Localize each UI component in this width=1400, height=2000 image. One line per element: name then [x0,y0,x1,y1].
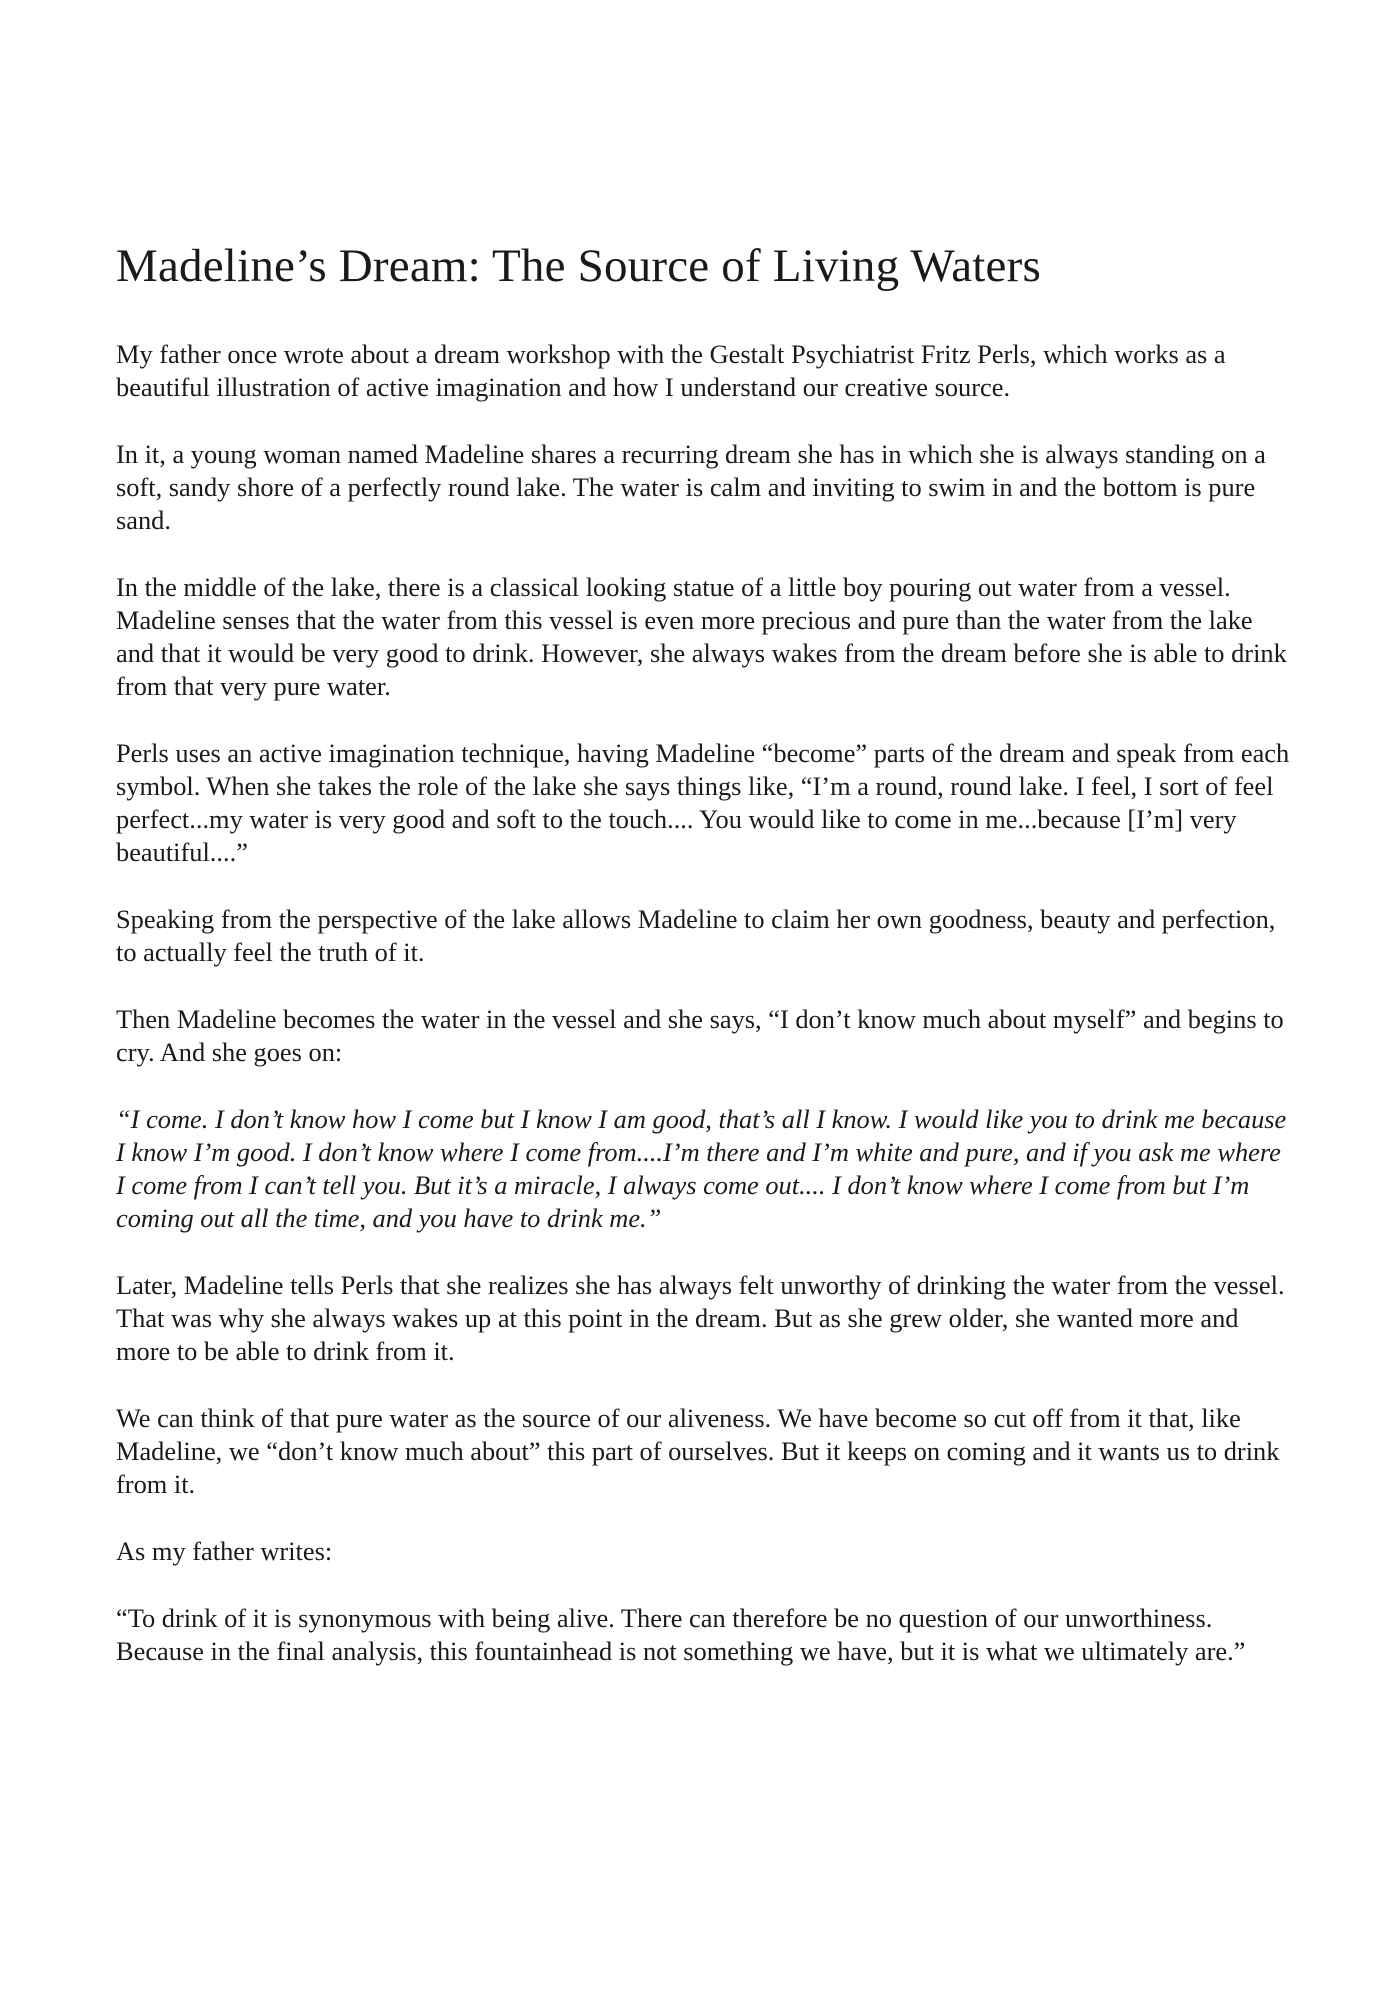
page-title: Madeline’s Dream: The Source of Living Waters [116,240,1041,292]
paragraph-italic-quote: “I come. I don’t know how I come but I know I am good, that’s all I know. I would like you to drink me because I know I’m good. I don’t know where I come from....I’m there and I’m white and pure, and if you ask me where I come from I can’t tell you. But it’s a miracle, I always come out.... I don’t know where I come from but I’m coming out all the time, and you have to drink me.” [116,1104,1287,1234]
document-page [116,238,1296,1702]
paragraph-intro: My father once wrote about a dream workshop with the Gestalt Psychiatrist Fritz Perls, which works as a beautiful illustration of active imagination and how I understand our creative source. [116,339,1226,403]
paragraph-unworthy: Later, Madeline tells Perls that she realizes she has always felt unworthy of drinking the water from the vessel. That was why she always wakes up at this point in the dream. But as she grew older, she wanted more and more to be able to drink from it. [116,1270,1285,1367]
paragraph-water-vessel: Then Madeline becomes the water in the vessel and she says, “I don’t know much about myself” and begins to cry. And she goes on: [116,1004,1284,1068]
paragraph-father-writes: As my father writes: [116,1536,333,1567]
paragraph-dream-lake: In it, a young woman named Madeline shares a recurring dream she has in which she is always standing on a soft, sandy shore of a perfectly round lake. The water is calm and inviting to swim in and the bottom is pure sand. [116,439,1266,536]
paragraph-closing-quote: “To drink of it is synonymous with being alive. There can therefore be no question of our unworthiness. Because in the final analysis, this fountainhead is not something we have, but it is what we ultimately are.” [116,1603,1246,1667]
paragraph-statue: In the middle of the lake, there is a classical looking statue of a little boy pouring out water from a vessel. Madeline senses that the water from this vessel is even more precious and pure than the water from the lake and that it would be very good to drink. However, she always wakes from the dream before she is able to drink from that very pure water. [116,572,1287,702]
paragraph-perls-technique: Perls uses an active imagination technique, having Madeline “become” parts of the dream and speak from each symbol. When she takes the role of the lake she says things like, “I’m a round, round lake. I feel, I sort of feel perfect...my water is very good and soft to the touch.... You would like to come in me...because [I’m] very beautiful....” [116,738,1290,868]
paragraph-source-aliveness: We can think of that pure water as the source of our aliveness. We have become so cut off from it that, like Madeline, we “don’t know much about” this part of ourselves. But it keeps on coming and it wants us to drink from it. [116,1403,1280,1500]
paragraph-lake-perspective: Speaking from the perspective of the lake allows Madeline to claim her own goodness, beauty and perfection, to actually feel the truth of it. [116,904,1276,968]
